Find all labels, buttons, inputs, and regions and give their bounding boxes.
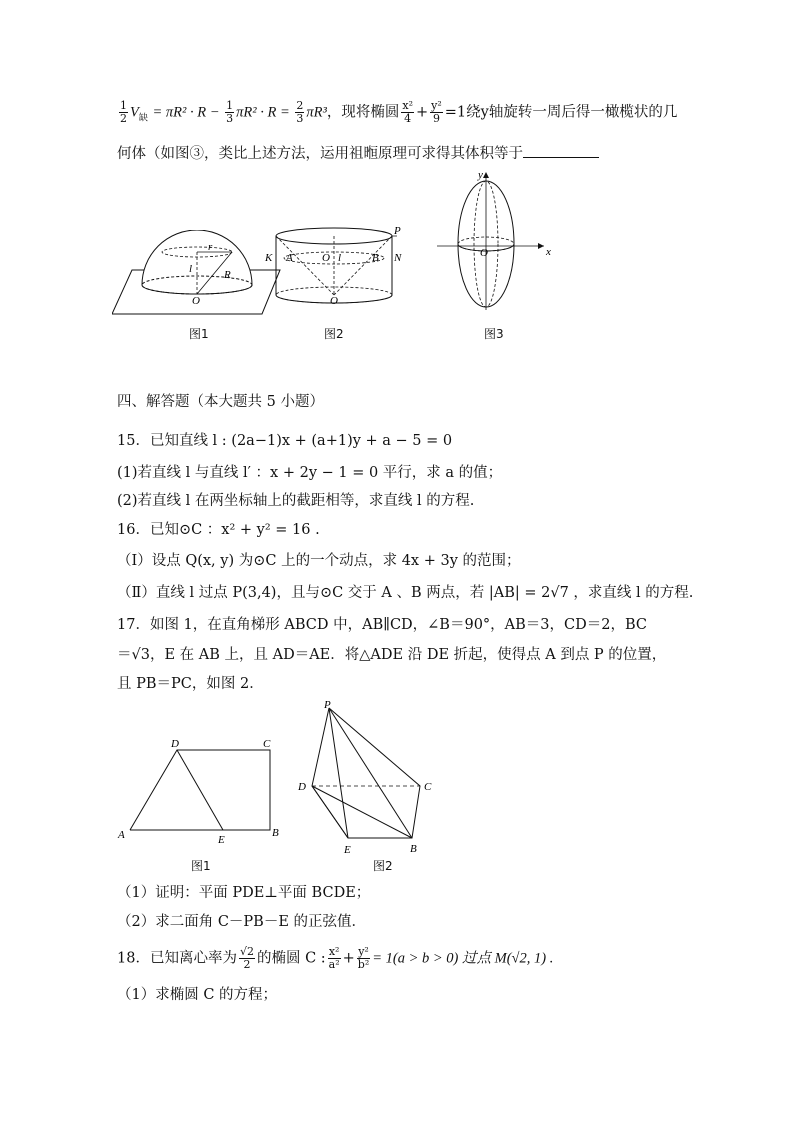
svg-text:x: x (546, 246, 551, 258)
q17-fig1-caption: 图1 (191, 859, 211, 873)
q16-stem: 16．已知⊙C ：x² + y² = 16 . (117, 522, 320, 538)
fig2-caption: 图2 (324, 327, 344, 341)
q17-stem-line2: ＝√3，E 在 AB 上，且 AD＝AE．将△ADE 沿 DE 折起，使得点 A 到点 P 的位置， (117, 647, 667, 663)
svg-text:D: D (298, 781, 306, 793)
svg-text:P: P (324, 699, 331, 711)
svg-text:r: r (208, 241, 213, 253)
svg-text:A: A (118, 829, 125, 841)
figure-ellipsoid (432, 168, 562, 318)
q16-part1: （Ⅰ）设点 Q(x, y) 为⊙C 上的一个动点，求 4x + 3y 的范围； (117, 553, 521, 569)
svg-text:C: C (263, 738, 271, 750)
svg-text:E: E (218, 834, 225, 845)
q17-fig2-caption: 图2 (373, 859, 393, 873)
svg-text:K: K (265, 252, 273, 264)
figure-hemisphere (112, 230, 282, 325)
fraction-half: $\frac{1}{2}$ (120, 99, 127, 125)
intro-formula-line: $\frac{1}{2}$ $V_缺 = \pi R^2 \cdot R$ − $\frac{1}{3}$ πR² · R = $\frac{2}{3}$ πR³，现将椭圆 $\frac{\text{x²}}{4}$ + $\frac{\text{y²}}{9}$ =1绕y轴旋转一周后得一橄榄状的几 (120, 99, 678, 125)
svg-text:P: P (394, 225, 401, 237)
svg-text:O: O (480, 247, 488, 259)
svg-text:A: A (286, 252, 293, 264)
svg-text:O: O (322, 252, 330, 264)
fig3-caption: 图3 (484, 327, 504, 341)
figure-cylinder-cone (262, 222, 412, 312)
svg-text:B: B (372, 252, 379, 264)
ellipse-x-term: $\frac{\text{x²}}{4}$ (402, 99, 413, 125)
svg-text:D: D (171, 738, 179, 750)
svg-text:N: N (394, 252, 402, 264)
section-heading: 四、解答题（本大题共 5 小题） (117, 394, 324, 410)
svg-text:O: O (192, 295, 200, 307)
eccentricity-fraction: $\frac{√2}{2}$ (239, 945, 254, 971)
q16-part2: （Ⅱ）直线 l 过点 P(3,4)，且与⊙C 交于 A 、B 两点，若 |AB| = 2√7 ，求直线 l 的方程. (117, 585, 694, 601)
fraction-two-thirds: $\frac{2}{3}$ (296, 99, 304, 125)
svg-text:R: R (224, 269, 231, 281)
q17-part1: （1）证明：平面 PDE⊥平面 BCDE； (117, 885, 371, 901)
figure-folded-pyramid (292, 698, 442, 858)
figure-right-trapezoid (115, 730, 290, 845)
fig1-caption: 图1 (189, 327, 209, 341)
ellipse-x-fraction: $\frac{\text{x²}}{\text{a²}}$ (328, 945, 340, 971)
answer-blank (523, 143, 599, 158)
ellipse-y-fraction: $\frac{\text{y²}}{\text{b²}}$ (357, 945, 370, 971)
svg-text:B: B (272, 827, 279, 839)
q17-stem-line1: 17．如图 1，在直角梯形 ABCD 中，AB∥CD，∠B＝90°，AB＝3，CD＝2，BC (117, 617, 647, 633)
q17-part2: （2）求二面角 C－PB－E 的正弦值． (117, 914, 367, 930)
ellipse-y-term: $\frac{\text{y²}}{9}$ (431, 99, 442, 125)
fraction-third: $\frac{1}{3}$ (226, 99, 234, 125)
q18-part1: （1）求椭圆 C 的方程； (117, 987, 278, 1003)
svg-text:O: O (330, 295, 338, 307)
svg-text:E: E (344, 844, 351, 856)
svg-text:C: C (424, 781, 432, 793)
q15-stem: 15．已知直线 l : (2a−1)x + (a+1)y + a − 5 = 0 (117, 433, 453, 449)
intro-text-line2: 何体（如图③，类比上述方法，运用祖暅原理可求得其体积等于 (117, 143, 599, 164)
svg-text:y: y (478, 169, 483, 181)
q15-part1: (1)若直线 l 与直线 l′ ：x + 2y − 1 = 0 平行，求 a 的值； (117, 465, 503, 481)
q15-part2: (2)若直线 l 在两坐标轴上的截距相等，求直线 l 的方程. (117, 493, 475, 509)
q17-stem-line3: 且 PB＝PC，如图 2． (117, 676, 264, 692)
q18-stem: 18．已知离心率为 $\frac{√2}{2}$ 的椭圆 C : $\frac{\text{x²}}{\text{a²}}$ + $\frac{\text{y²}}{\text{b²}}$ = 1(a > b > 0) 过点 M(√2, 1) . (117, 945, 554, 971)
svg-text:l: l (338, 252, 342, 264)
svg-text:B: B (410, 843, 417, 855)
svg-text:l: l (189, 263, 193, 275)
